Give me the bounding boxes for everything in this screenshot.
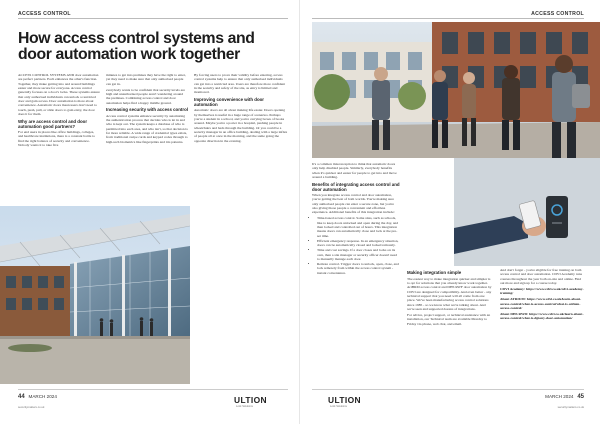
dhs-link[interactable]: About DHS RWD: https://www.cdvi.co.uk/learn-about-access-control/what-is-dgtony-door-automation/	[500, 311, 584, 321]
atrium-link[interactable]: About ATRIUM: https://www.cdvi.co.uk/learn-about-access-control/what-is-access-control/what-is-atrium-access-control/	[500, 297, 582, 310]
ultion-logo: ULTION	[328, 395, 361, 405]
issue-date: MARCH 2024	[28, 394, 57, 399]
body-paragraph: By forcing users to prove their validity before entering, access control systems help to ensure that only authorised individuals can get into a restricted area. Users are therefore more confident in the security and safety of the site, as entry is limited and monitored.	[194, 73, 286, 95]
body-paragraph: For end users in places like office buildings, colleges, and healthcare institutions, there is a constant battle to find the right balance of security and convenience. Nobody wants it to take five	[18, 130, 95, 148]
list-item: • Time and cost savings. If a door closes and locks on its own, then a site manager or security officer doesn't need to manually manage each door.	[317, 248, 400, 261]
list-item: • Remote control. Trigger doors to unlock, open, close, and lock remotely from within the access control system - instant convenience.	[317, 262, 400, 275]
subheading: Increasing security with access control	[106, 107, 188, 113]
footer-rule	[18, 389, 288, 390]
ultion-logo-sub: Lock Solutions	[330, 405, 347, 408]
subheading: Why are access control and door automation good partners?	[18, 118, 88, 129]
page-footer	[18, 394, 57, 400]
body-paragraph: The easiest way to make integration quicker and simpler is to opt for solutions that you already know work together. ArtBRM access control and DHS RWF door automation by CDVI are designed for compatibility. And even better - any technical support that you need will all come from one place. We've been manufacturing access control solutions since 1985 - so we know what we're talking about. And we're seen and supported dozens of integrations.	[407, 276, 492, 311]
section-tag: ACCESS CONTROL	[18, 11, 71, 17]
right-column-1	[312, 162, 400, 277]
body-paragraph: everybody wants to be confident that security levels are high and unauthorised people aren't wandering around the premises. Combining access control and door automation helps find a happy middle ground.	[106, 87, 185, 105]
footer-url: securitymatters.co.uk	[557, 405, 584, 409]
issue-date: MARCH 2024	[545, 394, 574, 399]
right-column-3	[500, 268, 586, 322]
header-rule	[18, 18, 288, 19]
academy-link[interactable]: CDVI Academy: https://www.cdvi.co.uk/cdvi-academy-training/	[500, 286, 584, 296]
article-headline: How access control systems and door automation work together	[18, 30, 255, 63]
footer-rule	[312, 389, 584, 390]
building-illustration	[0, 206, 190, 384]
section-tag: ACCESS CONTROL	[531, 11, 584, 17]
left-column-1	[18, 73, 100, 149]
page-number: 44	[18, 394, 25, 400]
left-column-2	[106, 73, 188, 146]
building-photo	[0, 206, 190, 384]
right-page	[300, 0, 600, 424]
subheading: Making integration simple	[407, 270, 462, 276]
subheading: Improving convenience with door automation	[194, 96, 265, 107]
left-column-3	[194, 73, 288, 145]
ultion-logo: ULTION	[234, 395, 267, 405]
body-paragraph: Automatic doors are all about making life easier. Doors opening by themselves is useful in a huge range of scenarios. Perhaps you're a student in a school, and you're carrying boxes of books around. Maybe you're a porter in a hospital, pushing people in wheelchairs and beds through the building. Or you could be a security manager in an office building, dealing with a large influx of people all at once in the morning, and the same going the opposite direction in the evening.	[194, 108, 288, 143]
page-number: 45	[577, 394, 584, 400]
subheading: Benefits of integrating access control and door automation	[312, 181, 400, 192]
page-footer	[545, 394, 584, 400]
body-paragraph: For advice, project support, or technical assistance with an installation, our Technical team are available Monday to Friday via phone, web chat, and email.	[407, 312, 491, 326]
right-column-2	[407, 268, 493, 328]
card-reader-photo	[454, 158, 600, 266]
intro-paragraph: ACCESS CONTROL SYSTEMS AND door automation are perfect partners. Each enhances the other's function. Together, they make getting into and around buildings easier and more secure for everyone. Access control generally focuses on a door's locks. These systems ensure that only authorised individuals can unlock a restricted door and gain access. Door automation is more about convenience. Automatic doors mean users don't need to touch, push, pull, or slide doors to gain entry, the door does it for them.	[18, 73, 100, 117]
students-illustration	[312, 22, 600, 158]
list-item: • Time-based access control. Some sites, such as schools, like to keep doors unlocked and open during the day, and then locked and controlled out of hours. This integration means doors can automatically close and lock at the pre-set time.	[317, 216, 400, 238]
ultion-logo-sub: Lock Solutions	[236, 405, 253, 408]
body-paragraph: And don't forget - you're eligible for free training on both access control and door automation. CDVI Academy runs courses throughout the year both on-site and online. Find out more and sign up for a course today.	[500, 268, 582, 286]
benefits-list	[312, 216, 400, 275]
body-paragraph: When you integrate access control and door automation, you're getting the best of both worlds. You're making sure only authorised people can enter a secure zone, but you're also giving those people a convenient and effortless experience. Additional benefits of this integration include:	[312, 192, 395, 215]
students-photo	[312, 22, 600, 158]
body-paragraph: Access control systems enhance security by automating the authentication process that decides who is let in and who is kept out. The system keeps a database of who is permitted into each area, and who isn't, so that decision is far more reliable. A wide range of credential types exists, from traditional swipe cards and keypad codes through to high-tech biometrics like fingerprints and iris patterns.	[106, 113, 188, 144]
list-item: • Efficient emergency response. In an emergency situation, doors can be automatically closed and locked remotely.	[317, 239, 400, 248]
body-paragraph: It's a common misconception to think that automatic doors only help disabled people. Similarly, everybody benefits when it's quicker and easier for people to get into and move around a building.	[312, 162, 397, 180]
body-paragraph: minutes to get into premises they have the right to enter, yet they need to make sure that only authorised people can get in.	[106, 73, 186, 86]
footer-url: securitymatters.co.uk	[18, 405, 45, 409]
header-rule	[312, 18, 584, 19]
card-reader-illustration	[454, 158, 600, 266]
